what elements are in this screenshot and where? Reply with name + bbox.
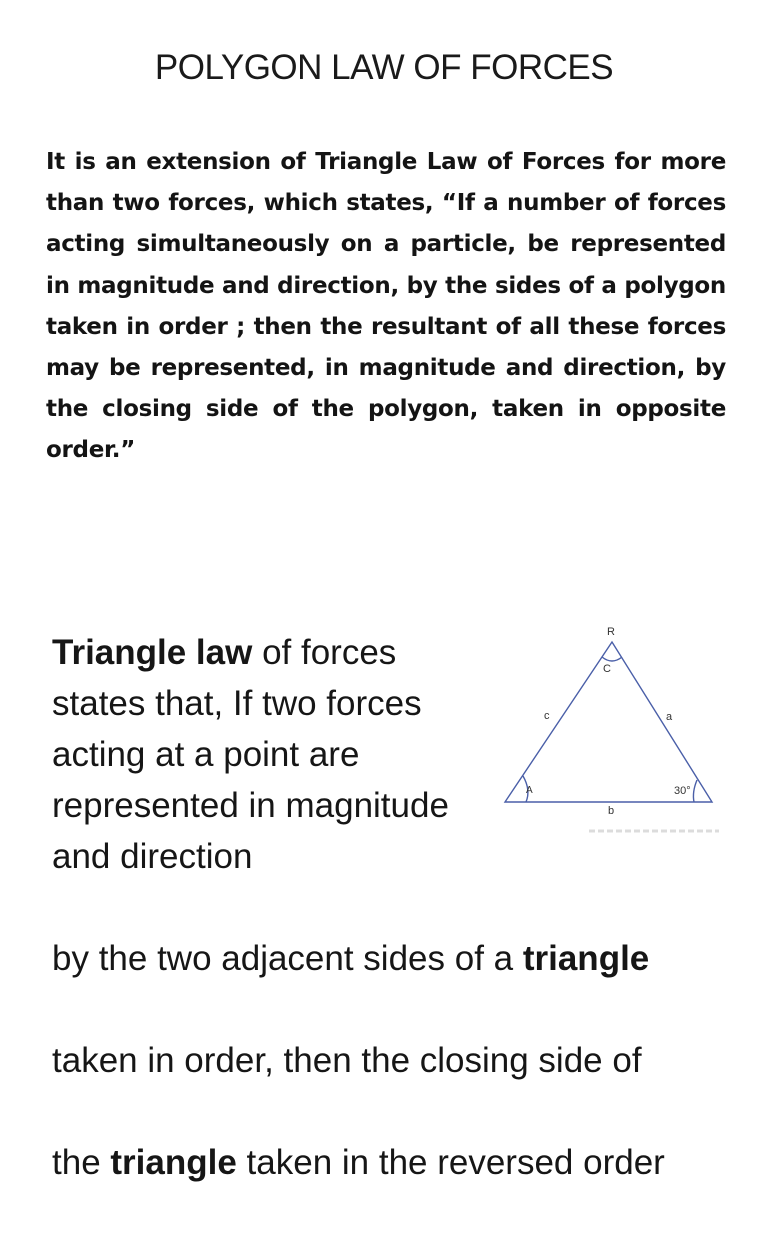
polygon-law-paragraph: It is an extension of Triangle Law of Forces for more than two forces, which states, “If a number of forces acting simultaneously on a particle, be represented in magnitude and direction, by the sides of a polygon taken in order ; then the resultant of all these forces may be represented, in magnitude and direction, by the closing side of the polygon, taken in opposite order.” <box>46 149 726 464</box>
page-title: POLYGON LAW OF FORCES <box>154 48 614 87</box>
triangle-law-line-1 <box>52 933 752 984</box>
line-1-text: by the two adjacent sides of a <box>52 939 523 978</box>
vertex-label-top: R <box>607 626 615 638</box>
angle-label-top: C <box>603 663 611 675</box>
triangle-bold-2: triangle <box>110 1143 237 1182</box>
triangle-bold-1: triangle <box>522 939 650 978</box>
triangle-diagram <box>494 620 734 845</box>
triangle-law-bold: Triangle law <box>52 633 253 672</box>
triangle-law-text: of forces states that, If two forces acting at a point are represented in magnitude and direction <box>52 633 449 876</box>
angle-label-left: A <box>526 785 533 796</box>
angle-arc-top <box>602 657 622 661</box>
triangle-law-paragraph-top <box>52 627 482 882</box>
side-label-left: c <box>544 710 550 722</box>
triangle-law-line-3 <box>52 1137 752 1188</box>
side-label-right: a <box>666 711 673 723</box>
triangle-law-paragraph-bottom <box>52 882 752 1239</box>
line-3-pre: the <box>52 1143 111 1182</box>
angle-label-right: 30° <box>674 785 691 797</box>
angle-arc-right <box>693 780 697 802</box>
triangle-law-line-2: taken in order, then the closing side of <box>52 1041 642 1080</box>
side-label-bottom: b <box>608 805 615 817</box>
line-3-post: taken in the reversed order <box>236 1143 665 1182</box>
